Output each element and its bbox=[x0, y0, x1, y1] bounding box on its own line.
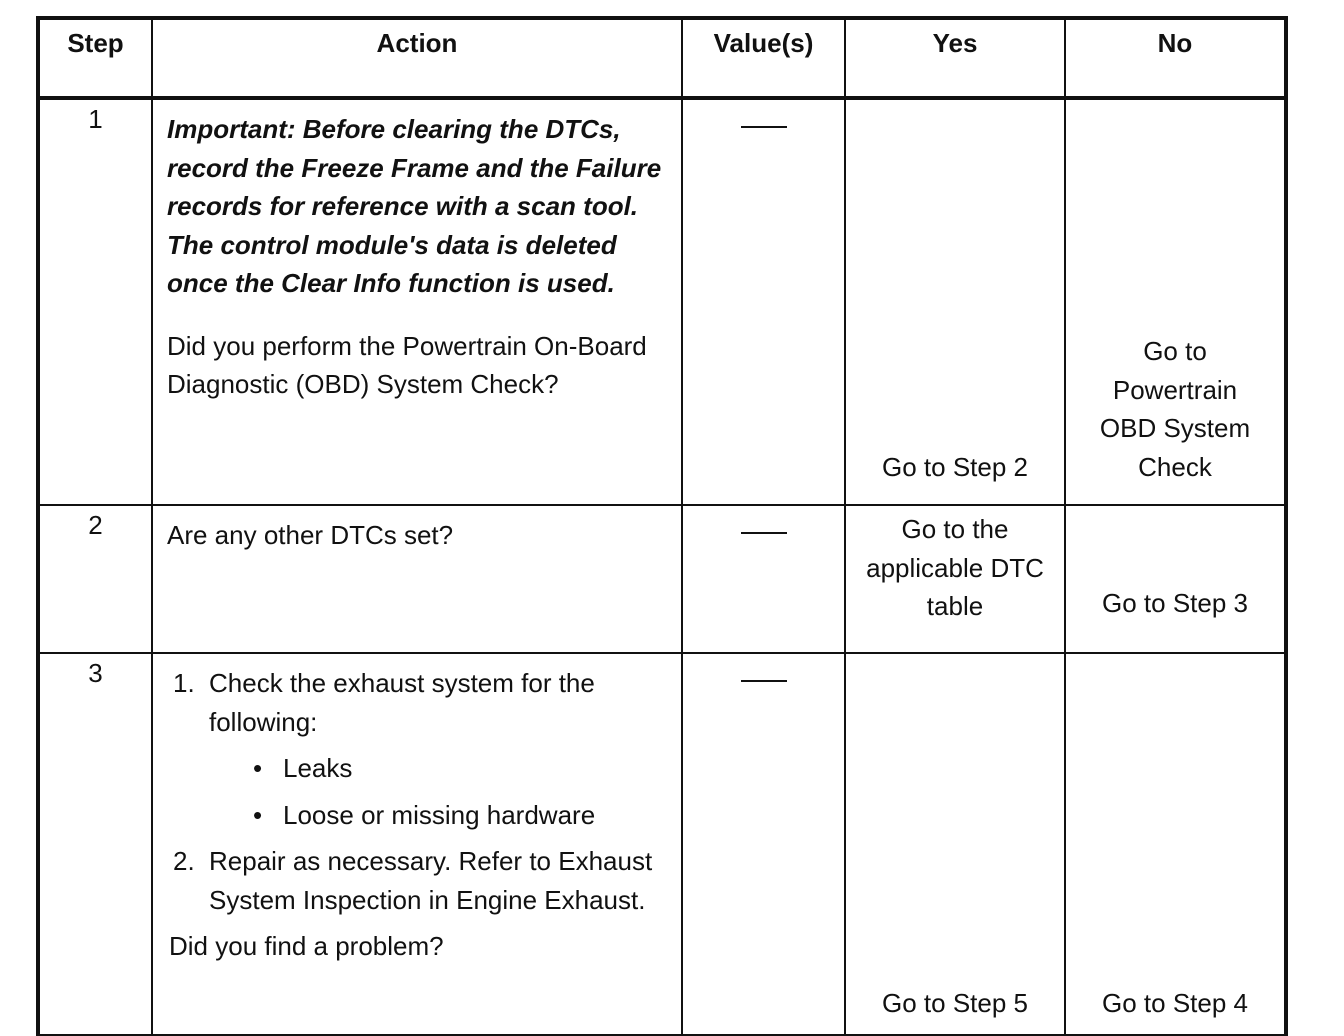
step-number: 1 bbox=[38, 98, 152, 505]
no-result: Go to Powertrain OBD System Check bbox=[1099, 336, 1251, 482]
sub-item: • Leaks bbox=[209, 749, 667, 788]
bullet-icon: • bbox=[253, 753, 263, 783]
yes-result: Go to Step 5 bbox=[882, 987, 1028, 1018]
yes-result: Go to the applicable DTC table bbox=[866, 514, 1044, 621]
yes-cell bbox=[845, 653, 1065, 1035]
bullet-icon: • bbox=[253, 799, 263, 830]
action-question: Are any other DTCs set? bbox=[167, 520, 454, 550]
value-cell bbox=[682, 653, 845, 1035]
no-cell bbox=[1065, 653, 1286, 1035]
yes-result: Go to Step 2 bbox=[882, 451, 1028, 482]
item-number: 1. bbox=[173, 668, 195, 698]
diagnostic-table-wrapper bbox=[36, 16, 1288, 1036]
procedure-item bbox=[169, 664, 667, 834]
empty-value-dash bbox=[741, 126, 787, 128]
header-row bbox=[38, 18, 1286, 98]
important-note: Important: Before clearing the DTCs, record the Freeze Frame and the Failure records for reference with a scan tool. The control module's data is deleted once the Clear Info function is used. bbox=[167, 114, 662, 298]
step-number: 3 bbox=[38, 653, 152, 1035]
no-cell bbox=[1065, 505, 1286, 653]
procedure-item bbox=[169, 842, 667, 919]
empty-value-dash bbox=[741, 532, 787, 534]
sub-list bbox=[209, 749, 667, 834]
action-cell bbox=[152, 505, 682, 653]
no-cell bbox=[1065, 98, 1286, 505]
item-text: Repair as necessary. Refer to Exhaust System Inspection in Engine Exhaust. bbox=[209, 846, 653, 915]
item-number: 2. bbox=[173, 846, 195, 876]
yes-cell bbox=[845, 505, 1065, 653]
value-cell bbox=[682, 505, 845, 653]
action-question: Did you find a problem? bbox=[169, 931, 444, 961]
procedure-list bbox=[169, 664, 667, 919]
header-no: No bbox=[1065, 18, 1286, 98]
step-number: 2 bbox=[38, 505, 152, 653]
table-row bbox=[38, 653, 1286, 1035]
empty-value-dash bbox=[741, 680, 787, 682]
item-text: Check the exhaust system for the following: bbox=[209, 668, 595, 737]
no-result: Go to Step 4 bbox=[1102, 987, 1248, 1018]
table-row bbox=[38, 98, 1286, 505]
sub-item: • Loose or missing hardware bbox=[209, 796, 667, 835]
no-result: Go to Step 3 bbox=[1102, 587, 1248, 618]
header-action: Action bbox=[152, 18, 682, 98]
header-step: Step bbox=[38, 18, 152, 98]
action-question: Did you perform the Powertrain On-Board Diagnostic (OBD) System Check? bbox=[167, 330, 647, 399]
value-cell bbox=[682, 98, 845, 505]
action-cell bbox=[152, 98, 682, 505]
diagnostic-table bbox=[36, 16, 1288, 1036]
table-row bbox=[38, 505, 1286, 653]
yes-cell bbox=[845, 98, 1065, 505]
header-yes: Yes bbox=[845, 18, 1065, 98]
header-values: Value(s) bbox=[682, 18, 845, 98]
action-cell bbox=[152, 653, 682, 1035]
